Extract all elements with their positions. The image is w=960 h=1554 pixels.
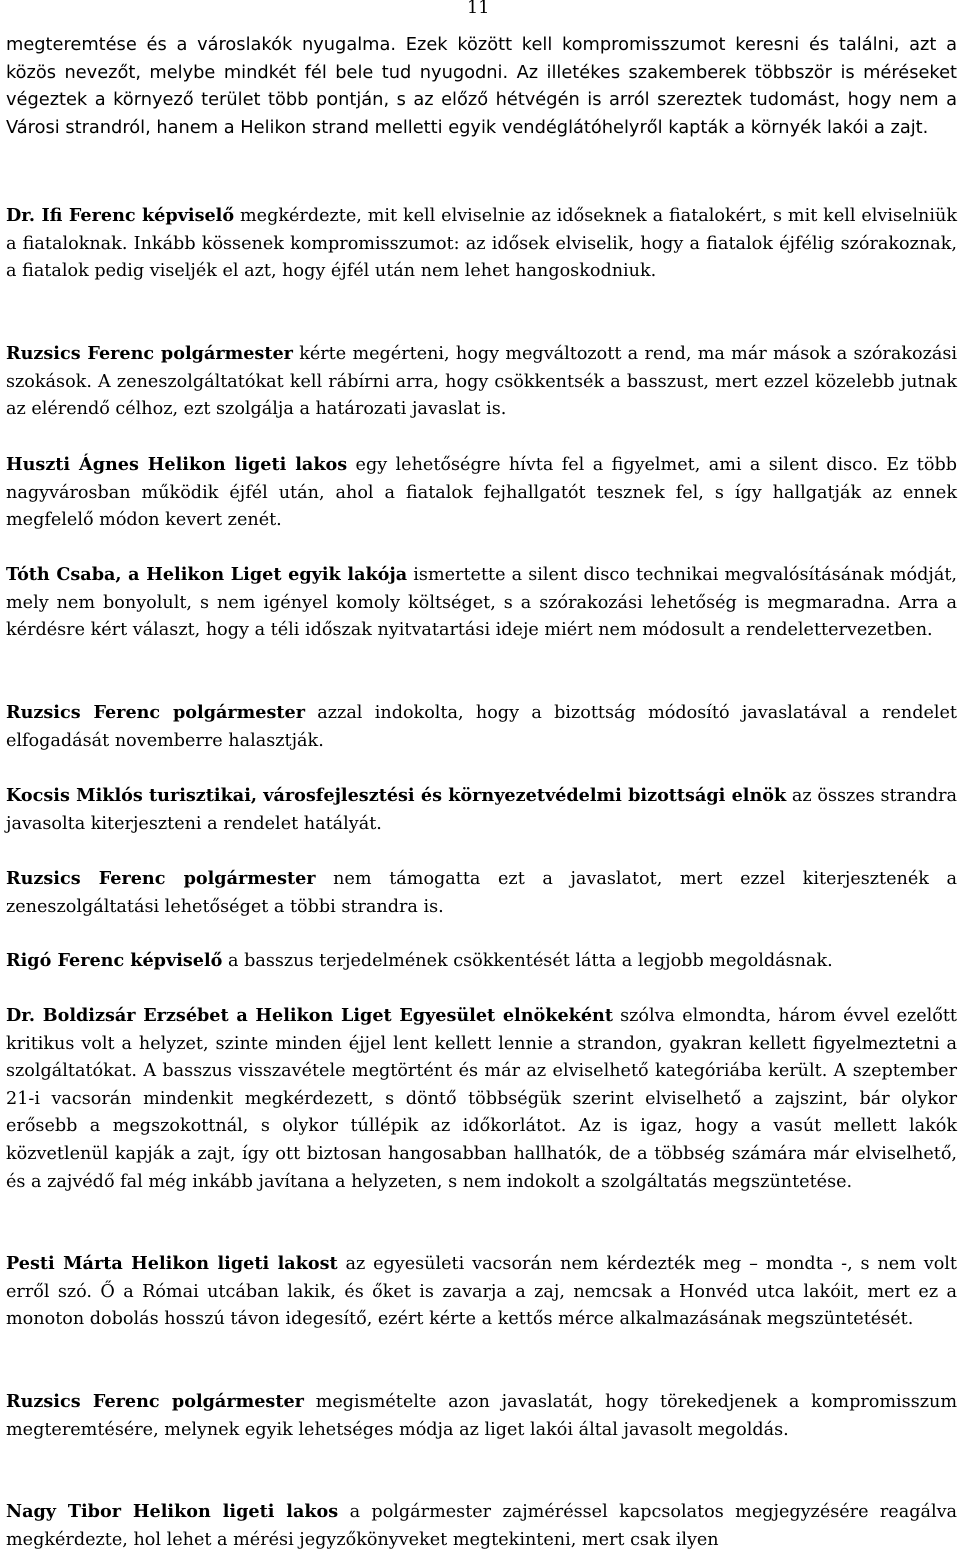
speaker-name: Kocsis Miklós turisztikai, városfejlesztési és környezetvédelmi bizottsági elnök — [6, 785, 787, 806]
paragraph-ruzsics-ferenc-1 — [6, 340, 957, 424]
page-number: 11 — [467, 0, 490, 18]
paragraph-rigo-ferenc — [6, 947, 957, 976]
paragraph-text: megteremtése és a városlakók nyugalma. Ezek között kell kompromisszumot keresni és találni, azt a közös nevezőt, melybe mindkét fél bele tud nyugodni. Az illetékes szakemberek többször is méréseket végeztek a környező terület több pontján, s az előző hétvégén is arról szereztek tudomást, hogy nem a Városi strandról, hanem a Helikon strand melletti egyik vendéglátóhelyről kapták a környék lakói a zajt. — [6, 34, 957, 138]
paragraph-ruzsics-ferenc-2 — [6, 699, 957, 755]
speaker-name: Nagy Tibor Helikon ligeti lakos — [6, 1501, 339, 1522]
paragraph-text: nem támogatta ezt a javaslatot, mert ezzel kiterjesztenék a zeneszolgáltatási lehetőséget a többi strandra is. — [6, 869, 957, 917]
speaker-name: Dr. Ifi Ferenc képviselő — [6, 205, 235, 226]
paragraph-text: a basszus terjedelmének csökkentését látta a legjobb megoldásnak. — [222, 951, 833, 971]
paragraph-pesti-marta — [6, 1250, 957, 1334]
paragraph-kocsis-miklos — [6, 782, 957, 838]
paragraph-intro-continuation — [6, 31, 957, 141]
paragraph-ifi-ferenc — [6, 202, 957, 286]
paragraph-text: szólva elmondta, három évvel ezelőtt kritikus volt a helyzet, szinte minden éjjel lent kellett lennie a strandon, gyakran kellett figyelmeztetni a szolgáltatókat. A basszus visszavétele megtörtént és már az elviselhető kategóriába került. A szeptember 21-i vacsorán mindenkit megkérdezett, s döntő többségük szerint elviselhető a zajszint, bár olykor erősebb a megszokottnál, s olykor túllépik az időkorlátot. Az is igaz, hogy a vasút mellett lakók közvetlenül kapják a zajt, így ott biztosan hangosabban hallhatók, de a többség számára már elviselhető, és a zajvédő fal még inkább javítana a helyzeten, s nem indokolt a szolgáltatás megszüntetése. — [6, 1006, 957, 1192]
paragraph-text: megkérdezte, mit kell elviselnie az időseknek a fiatalokért, s mit kell elviselniük a fiataloknak. Inkább kössenek kompromisszumot: az idősek elviselik, hogy a fiatalok éjfélig szórakoznak, a fiatalok pedig viseljék el azt, hogy éjfél után nem lehet hangoskodniuk. — [6, 206, 957, 282]
paragraph-text: megismételte azon javaslatát, hogy törekedjenek a kompromisszum megteremtésére, melynek egyik lehetséges módja az liget lakói által javasolt megoldás. — [6, 1392, 958, 1440]
paragraph-text: egy lehetőségre hívta fel a figyelmet, ami a silent disco. Ez több nagyvárosban működik éjfél után, ahol a fiatalok fejhallgatót tesznek fel, s így hallgatják az ennek megfelelő módon kevert zenét. — [6, 455, 957, 531]
paragraph-toth-csaba — [6, 561, 957, 645]
paragraph-ruzsics-ferenc-3 — [6, 865, 957, 921]
paragraph-nagy-tibor — [6, 1498, 957, 1554]
paragraph-text: az összes strandra javasolta kiterjeszteni a rendelet hatályát. — [6, 786, 957, 834]
paragraph-text: ismertette a silent disco technikai megvalósításának módját, mely nem bonyolult, s nem igényel komoly költséget, s a szórakozási lehetőség is megmaradna. Arra a kérdésre kért választ, hogy a téli időszak nyitvatartási ideje miért nem módosult a rendelettervezetben. — [6, 565, 957, 641]
speaker-name: Pesti Márta Helikon ligeti lakost — [6, 1253, 338, 1274]
paragraph-text: a polgármester zajméréssel kapcsolatos megjegyzésére reagálva megkérdezte, hol lehet a mérési jegyzőkönyveket megtekinteni, mert csak ilyen — [6, 1502, 957, 1550]
speaker-name: Tóth Csaba, a Helikon Liget egyik lakója — [6, 564, 408, 585]
document-page — [6, 0, 957, 1552]
paragraph-text: kérte megérteni, hogy megváltozott a rend, ma már mások a szórakozási szokások. A zeneszolgáltatókat kell rábírni arra, hogy csökkentsék a basszust, mert ezzel közelebb jutnak az elérendő célhoz, ezt szolgálja a határozati javaslat is. — [6, 344, 957, 420]
speaker-name: Ruzsics Ferenc polgármester — [6, 343, 293, 364]
paragraph-ruzsics-ferenc-4 — [6, 1388, 957, 1444]
speaker-name: Ruzsics Ferenc polgármester — [6, 868, 316, 889]
speaker-name: Rigó Ferenc képviselő — [6, 950, 223, 971]
paragraph-huszti-agnes — [6, 451, 957, 535]
speaker-name: Ruzsics Ferenc polgármester — [6, 1391, 304, 1412]
speaker-name: Ruzsics Ferenc polgármester — [6, 702, 305, 723]
paragraph-text: azzal indokolta, hogy a bizottság módosító javaslatával a rendelet elfogadását novemberre halasztják. — [6, 703, 958, 751]
paragraph-text: az egyesületi vacsorán nem kérdezték meg – mondta -, s nem volt erről szó. Ő a Római utcában lakik, és őket is zavarja a zaj, nemcsak a Honvéd utca lakóit, mert ez a monoton dobolás hosszú távon idegesítő, ezért kérte a kettős mérce alkalmazásának megszüntetését. — [6, 1254, 957, 1330]
speaker-name: Huszti Ágnes Helikon ligeti lakos — [6, 454, 348, 475]
speaker-name: Dr. Boldizsár Erzsébet a Helikon Liget Egyesület elnökeként — [6, 1005, 613, 1026]
paragraph-boldizsar-erzsebet — [6, 1002, 957, 1196]
